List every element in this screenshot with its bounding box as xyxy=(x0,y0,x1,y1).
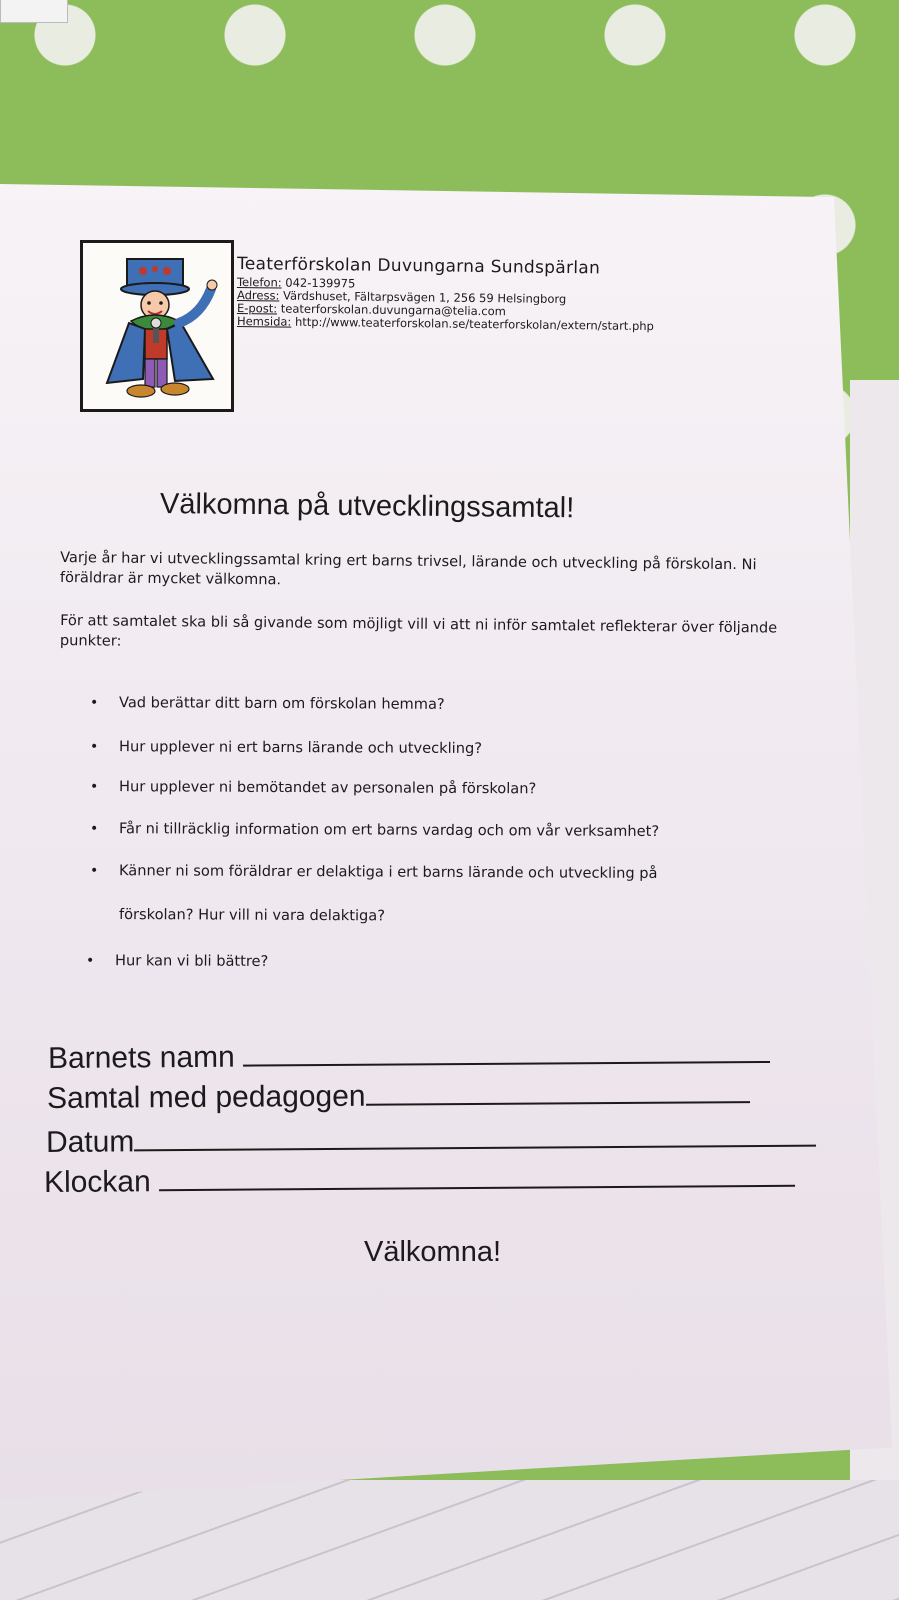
phone-value: 042-139975 xyxy=(281,275,356,291)
jester-illustration-icon xyxy=(83,243,231,409)
child-name-label: Barnets namn xyxy=(47,1040,235,1075)
bullet-icon: • xyxy=(89,779,99,796)
instruction-paragraph: För att samtalet ska bli så givande som möjligt vill vi att ni inför samtalet reflekterar över följande punkter: xyxy=(59,612,778,650)
lined-paper-below xyxy=(0,1480,899,1600)
list-item: • Hur upplever ni bemötandet av personalen på förskolan? xyxy=(89,778,537,798)
child-name-underline xyxy=(243,1061,770,1067)
date-field xyxy=(46,1121,817,1160)
time-label: Klockan xyxy=(43,1165,151,1199)
bullet-icon: • xyxy=(89,739,99,756)
date-label: Datum xyxy=(45,1125,135,1159)
list-item: • Känner ni som föräldrar er delaktiga i ert barns lärande och utveckling på xyxy=(89,862,658,882)
time-underline xyxy=(159,1185,795,1191)
email-value: teaterforskolan.duvungarna@telia.com xyxy=(277,301,507,319)
school-name: Teaterförskolan Duvungarna Sundspärlan xyxy=(236,254,601,279)
bullet-icon: • xyxy=(89,821,99,838)
list-item-continuation: förskolan? Hur vill ni vara delaktiga? xyxy=(118,906,386,925)
date-underline xyxy=(134,1145,816,1152)
email-label: E-post: xyxy=(236,301,278,316)
list-item: • Hur upplever ni ert barns lärande och utveckling? xyxy=(89,738,483,758)
time-field xyxy=(44,1161,795,1200)
corner-card xyxy=(0,0,68,23)
website-value: http://www.teaterforskolan.se/teaterforskolan/extern/start.php xyxy=(291,314,654,334)
list-item: • Får ni tillräcklig information om ert barns vardag och om vår verksamhet? xyxy=(89,820,660,840)
teacher-label: Samtal med pedagogen xyxy=(46,1079,366,1115)
child-name-field xyxy=(48,1037,770,1076)
school-header xyxy=(236,254,654,334)
list-item: • Hur kan vi bli bättre? xyxy=(85,952,269,970)
teacher-underline xyxy=(366,1101,750,1106)
phone-label: Telefon: xyxy=(236,275,282,290)
address-label: Adress: xyxy=(236,288,280,303)
teacher-field xyxy=(47,1077,750,1116)
website-label: Hemsida: xyxy=(236,314,292,329)
school-logo xyxy=(80,240,234,412)
list-item: • Vad berättar ditt barn om förskolan hemma? xyxy=(89,694,445,713)
bullet-icon: • xyxy=(89,863,99,880)
address-value: Värdshuset, Fältarpsvägen 1, 256 59 Helsingborg xyxy=(279,288,567,307)
bullet-icon: • xyxy=(89,695,99,712)
intro-paragraph: Varje år har vi utvecklingssamtal kring ert barns trivsel, lärande och utveckling på förskolan. Ni föräldrar är mycket välkomna. xyxy=(59,549,757,589)
bullet-icon: • xyxy=(85,953,95,970)
page-title: Välkomna på utvecklingssamtal! xyxy=(159,488,575,525)
closing-text: Välkomna! xyxy=(364,1236,502,1268)
